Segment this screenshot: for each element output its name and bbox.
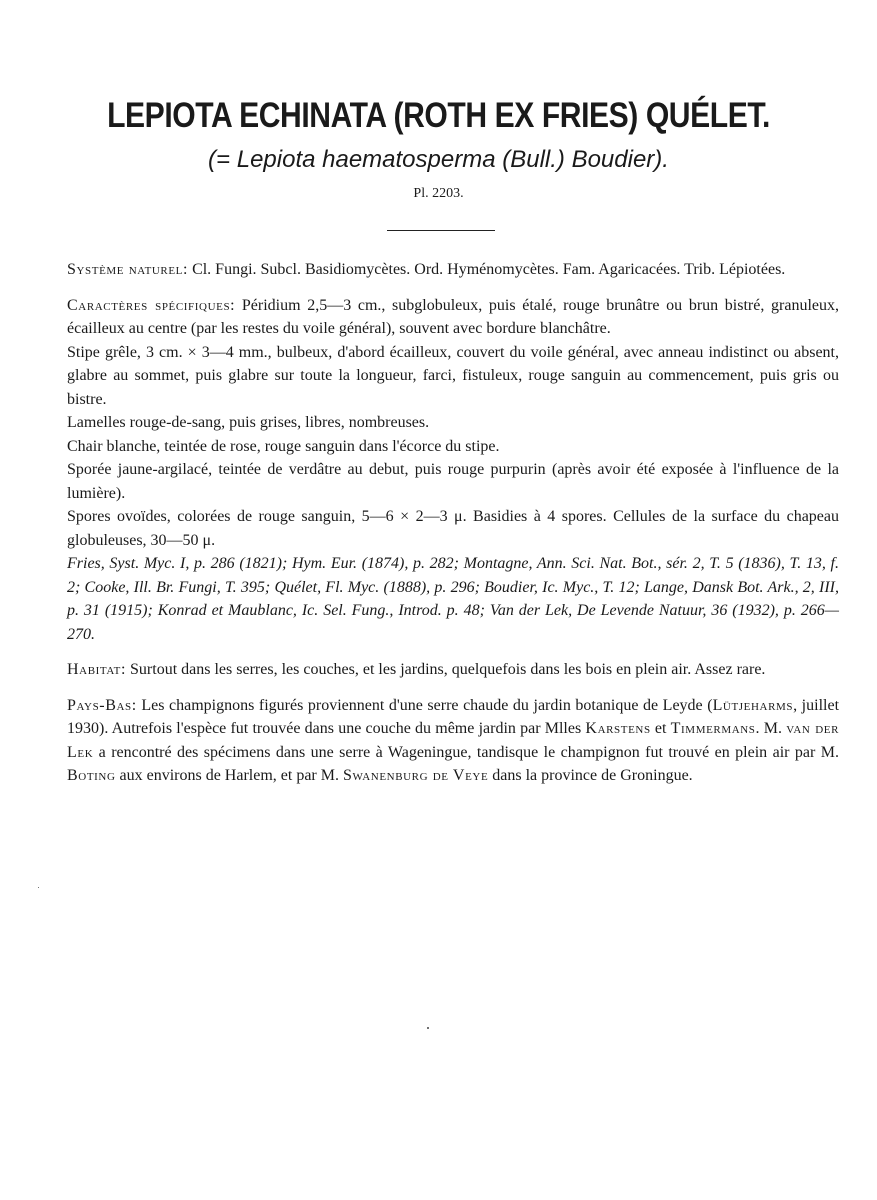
person-name: van der Lek [67, 720, 840, 761]
sporee-paragraph: Sporée jaune-argilacé, teintée de verdâtre au debut, puis rouge purpurin (après avoir été exposée à l'influence de la lumière). [67, 461, 839, 502]
caracteres-text: Péridium 2,5—3 cm., subglobuleux, puis étalé, rouge brunâtre ou brun bistré, granuleux, écailleux au centre (par les restes du voile général), souvent avec bordure blanchâtre. [67, 296, 839, 337]
habitat-paragraph [67, 658, 839, 682]
pays-bas-paragraph [67, 694, 839, 788]
pays-bas-text-1: Les champignons figurés proviennent d'une serre chaude du jardin botanique de Leyde ( [136, 696, 713, 714]
person-name: Timmermans [670, 720, 756, 737]
caracteres-paragraph [67, 294, 839, 341]
person-name: Boting [67, 767, 116, 784]
habitat-label: Habitat: [67, 661, 127, 678]
habitat-text: Surtout dans les serres, les couches, et les jardins, quelquefois dans les bois en plein air. Assez rare. [126, 661, 766, 678]
systeme-naturel-paragraph [67, 258, 839, 282]
synonym-subtitle: (= Lepiota haematosperma (Bull.) Boudier). [208, 146, 669, 173]
paper-speck [38, 887, 39, 888]
person-name: Lütjeharms [712, 696, 794, 714]
paper-speck [427, 1027, 429, 1029]
pays-bas-text-5: a rencontré des spécimens dans une serre à Wageningue, tandisque le champignon fut trouvé en plein air par M. [93, 743, 839, 761]
pays-bas-text-7: dans la province de Groningue. [488, 767, 693, 784]
systeme-naturel-text: Cl. Fungi. Subcl. Basidiomycètes. Ord. Hyménomycètes. Fam. Agaricacées. Trib. Lépiotées. [188, 261, 786, 278]
pays-bas-text-3: et [650, 720, 671, 737]
pays-bas-text-2: , juillet 1930). Autrefois l'espèce fut trouvée dans une couche du même jardin par Mlles [67, 696, 840, 737]
caracteres-label: Caractères spécifiques: [67, 296, 236, 314]
page-title: LEPIOTA ECHINATA (ROTH EX FRIES) QUÉLET. [107, 96, 770, 135]
stipe-paragraph: Stipe grêle, 3 cm. × 3—4 mm., bulbeux, d'abord écailleux, couvert du voile général, avec anneau indistinct ou absent, glabre au sommet, puis glabre sur toute la longueur, farci, fistuleux, rouge sanguin au commencement, puis gris ou bistre. [67, 343, 839, 408]
spores-paragraph: Spores ovoïdes, colorées de rouge sanguin, 5—6 × 2—3 μ. Basidies à 4 spores. Cellules de la surface du chapeau globuleuses, 30—50 μ. [67, 508, 839, 549]
pays-bas-text-4: . M. [755, 720, 787, 737]
plate-number: Pl. 2203. [413, 186, 464, 201]
pays-bas-label: Pays-Bas: [67, 696, 137, 714]
chair-paragraph: Chair blanche, teintée de rose, rouge sanguin dans l'écorce du stipe. [67, 437, 500, 455]
pays-bas-text-6: aux environs de Harlem, et par M. [115, 767, 343, 784]
systeme-naturel-label: Système naturel: [67, 261, 189, 278]
description-body [67, 258, 839, 788]
references-paragraph: Fries, Syst. Myc. I, p. 286 (1821); Hym. Eur. (1874), p. 282; Montagne, Ann. Sci. Nat. Bot., sér. 2, T. 5 (1836), T. 13, f. 2; Cooke, Ill. Br. Fungi, T. 395; Quélet, Fl. Myc. (1888), p. 296; Boudier, Ic. Myc., T. 12; Lange, Dansk Bot. Ark., 2, III, p. 31 (1915); Konrad et Maublanc, Ic. Sel. Fung., Introd. p. 48; Van der Lek, De Levende Natuur, 36 (1932), p. 266—270. [67, 555, 839, 643]
lamelles-paragraph: Lamelles rouge-de-sang, puis grises, libres, nombreuses. [67, 414, 430, 431]
person-name: Karstens [585, 720, 651, 737]
title-divider [387, 230, 495, 231]
person-name: Swanenburg de Veye [342, 767, 489, 784]
